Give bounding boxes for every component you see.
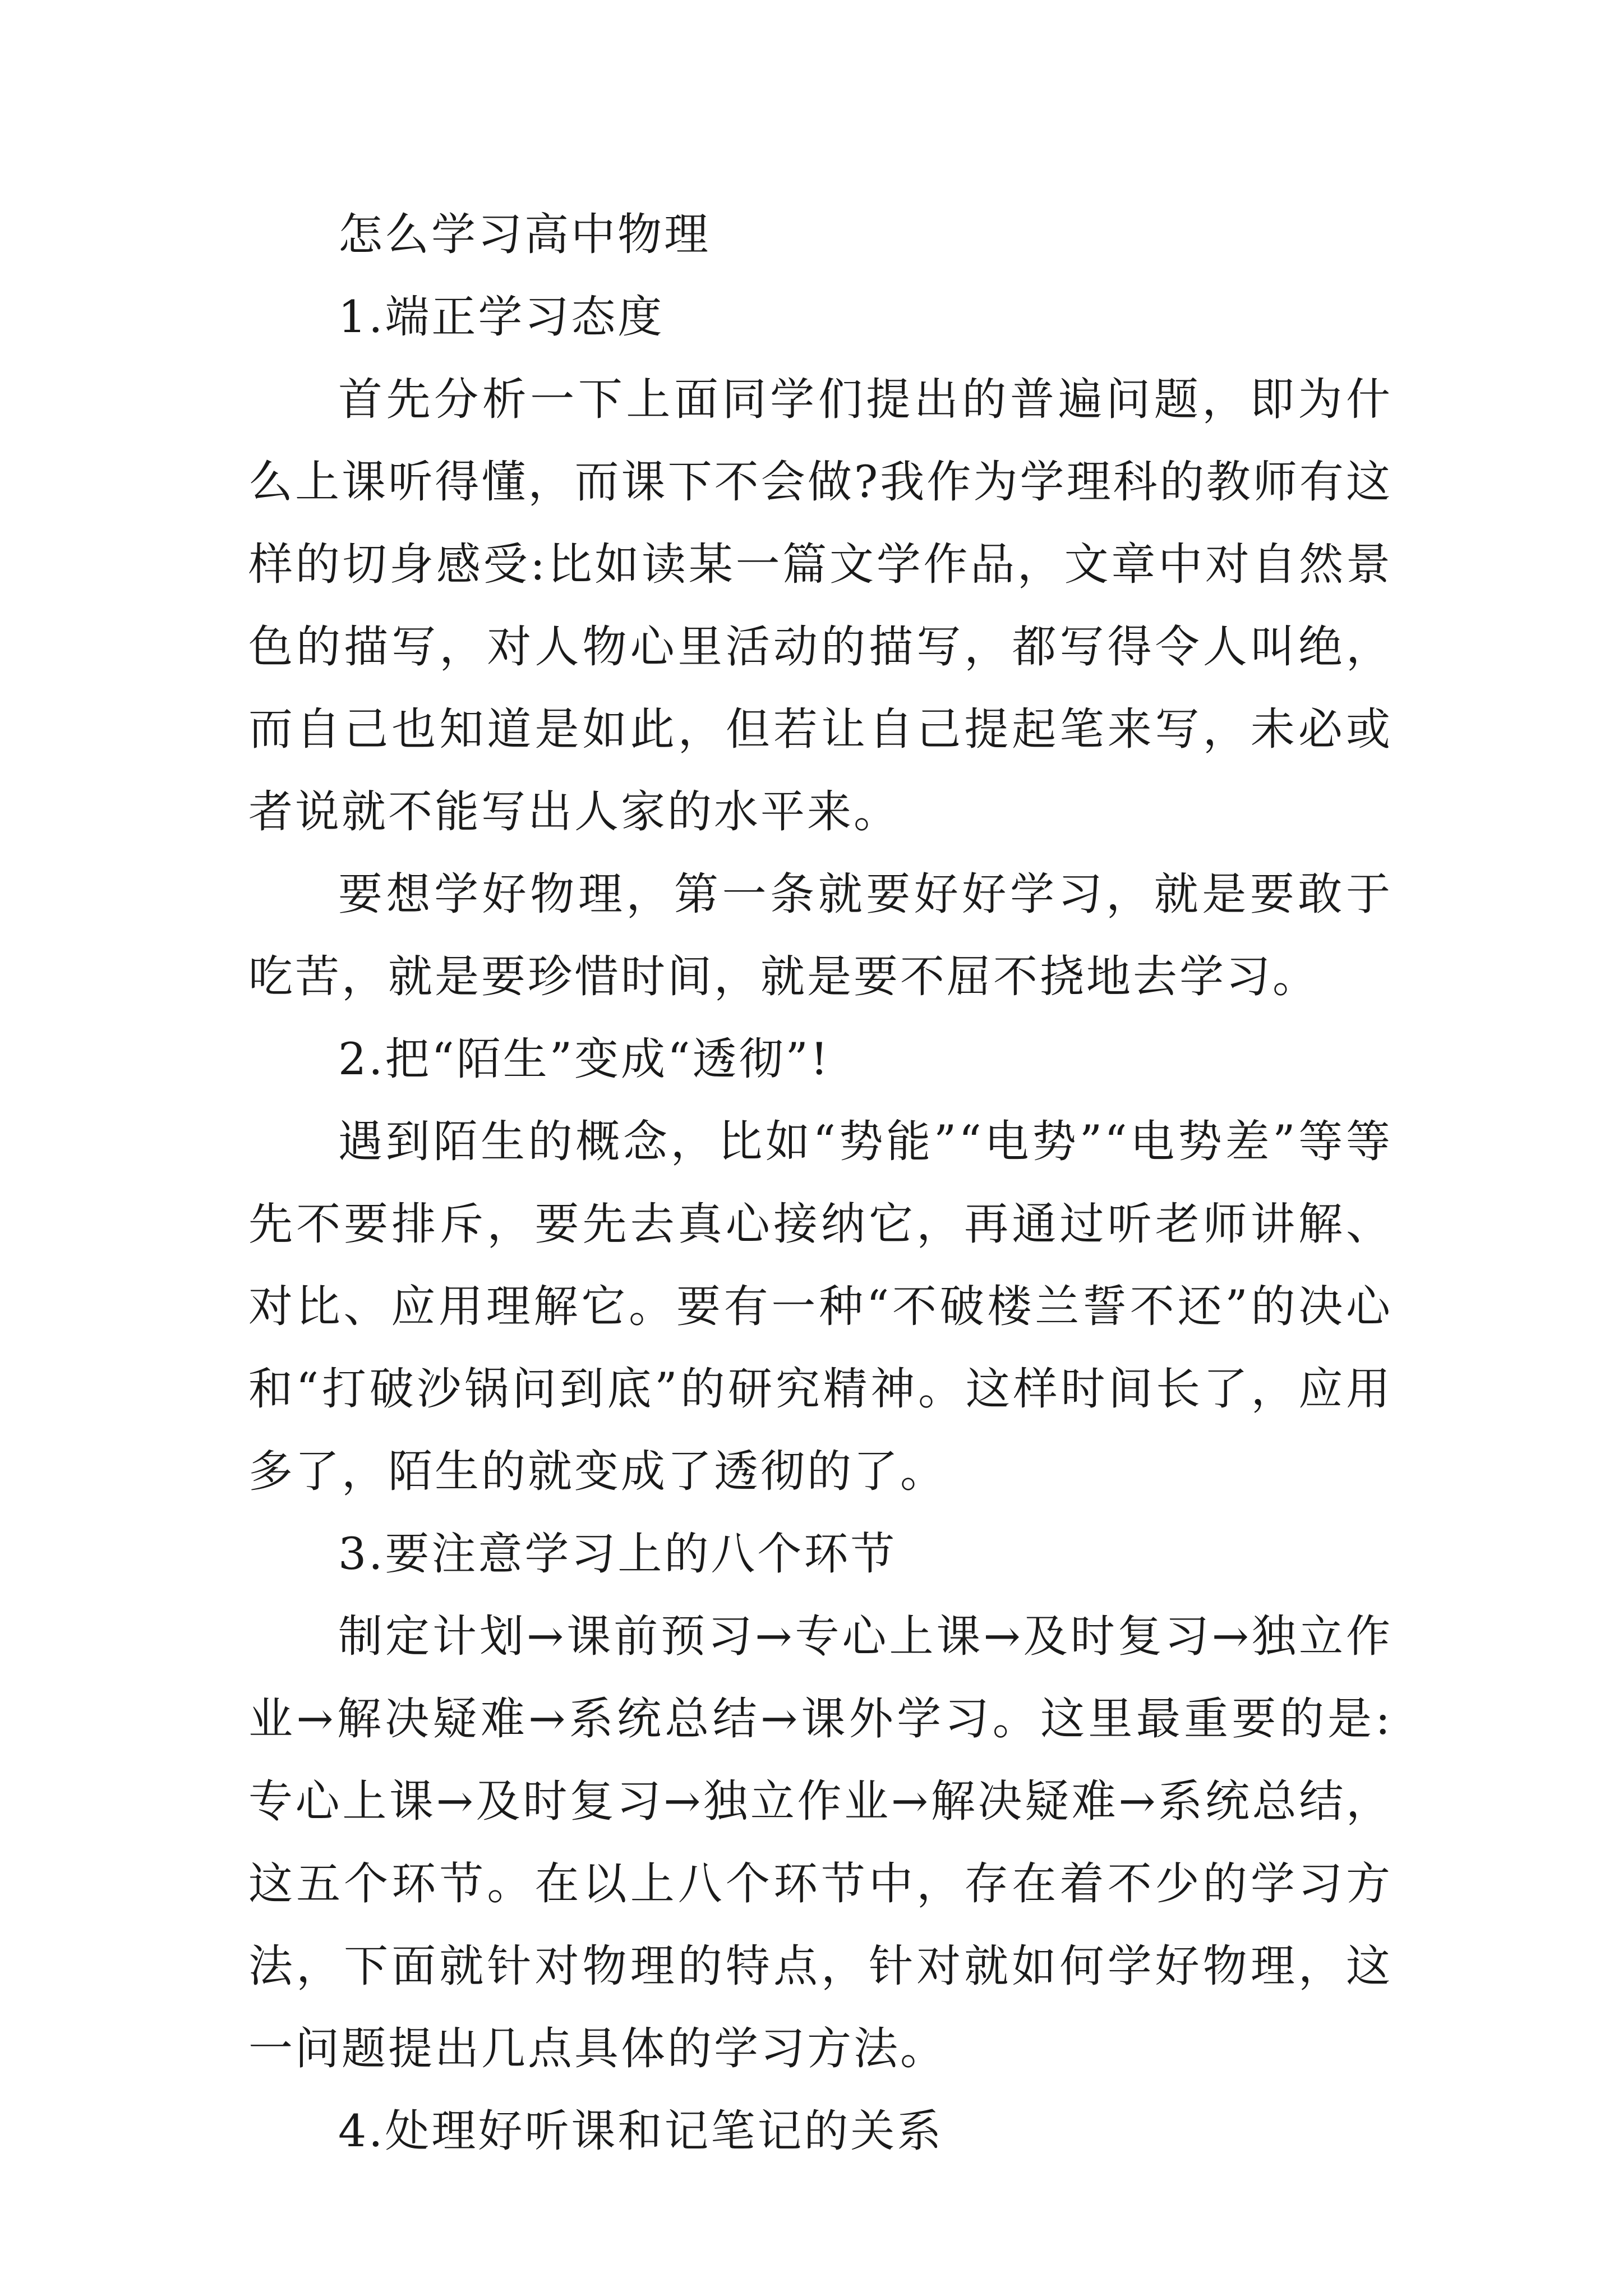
section-heading-3: 3.要注意学习上的八个环节	[338, 1528, 897, 1580]
section-2-paragraph-1: 遇到陌生的概念，比如“势能”“电势”“电势差”等等先不要排斥，要先去真心接纳它，再通过听老师讲解、对比、应用理解它。要有一种“不破楼兰誓不还”的决心和“打破沙锅问到底”的研究精神。这样时间长了，应用多了，陌生的就变成了透彻的了。	[248, 1116, 1393, 1497]
document-body	[248, 194, 1393, 2173]
section-heading-1: 1.端正学习态度	[338, 291, 665, 343]
document-title: 怎么学习高中物理	[338, 209, 711, 260]
section-1-paragraph-1: 首先分析一下上面同学们提出的普遍问题，即为什么上课听得懂，而课下不会做?我作为学理科的教师有这样的切身感受:比如读某一篇文学作品，文章中对自然景色的描写，对人物心里活动的描写，都写得令人叫绝，而自己也知道是如此，但若让自己提起笔来写，未必或者说就不能写出人家的水平来。	[248, 374, 1393, 838]
section-heading-2: 2.把“陌生”变成“透彻”!	[338, 1033, 831, 1085]
section-3-paragraph-1: 制定计划→课前预习→专心上课→及时复习→独立作业→解决疑难→系统总结→课外学习。这里最重要的是:专心上课→及时复习→独立作业→解决疑难→系统总结，这五个环节。在以上八个环节中，存在着不少的学习方法，下面就针对物理的特点，针对就如何学好物理，这一问题提出几点具体的学习方法。	[248, 1611, 1393, 2074]
section-1-paragraph-2: 要想学好物理，第一条就要好好学习，就是要敢于吃苦，就是要珍惜时间，就是要不屈不挠地去学习。	[248, 868, 1393, 1002]
section-heading-4: 4.处理好听课和记笔记的关系	[338, 2105, 944, 2157]
